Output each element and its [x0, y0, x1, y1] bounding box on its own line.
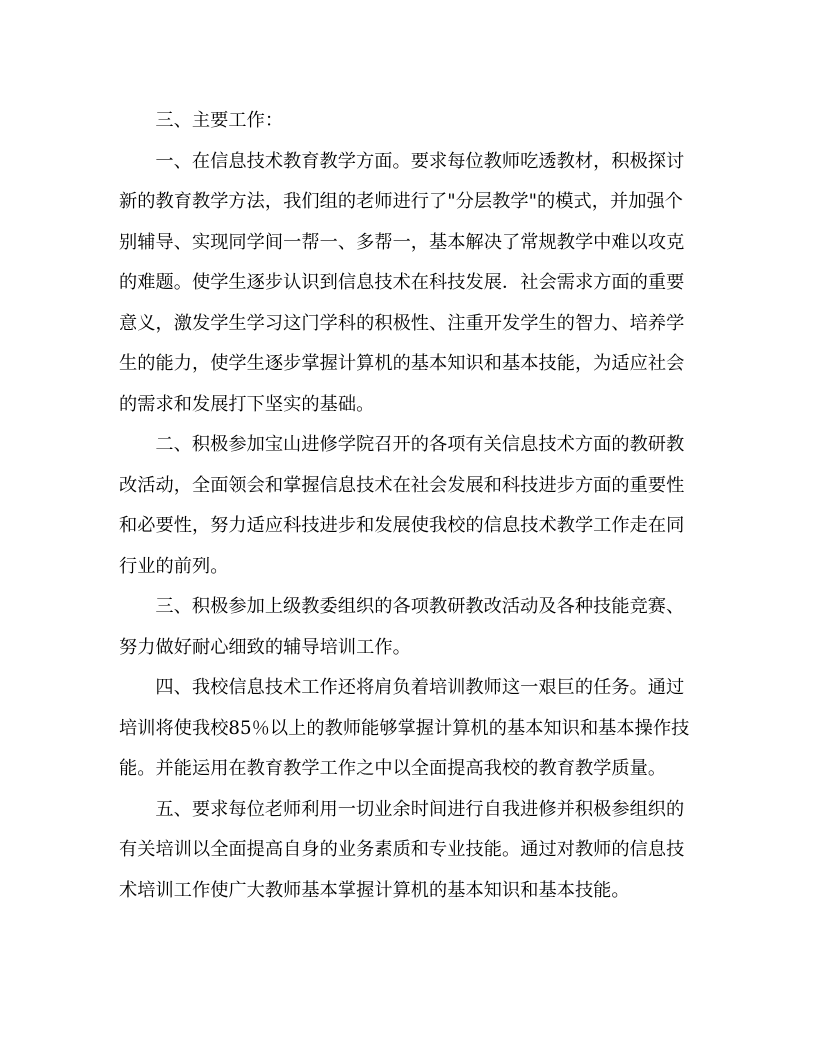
paragraph-competitions: 三、积极参加上级教委组织的各项教研教改活动及各种技能竞赛、努力做好耐心细致的辅导培训工作。	[119, 596, 685, 658]
paragraph-self-study: 五、要求每位老师利用一切业余时间进行自我进修并积极参组织的有关培训以全面提高自身的业务素质和专业技能。通过对教师的信息技术培训工作使广大教师基本掌握计算机的基本知识和基本技能。	[119, 798, 685, 901]
paragraph-teaching: 一、在信息技术教育教学方面。要求每位教师吃透教材，积极探讨新的教育教学方法，我们组的老师进行了"分层教学"的模式，并加强个别辅导、实现同学间一帮一、多帮一，基本解决了常规教学中难以攻克的难题。使学生逐步认识到信息技术在科技发展．社会需求方面的重要意义，激发学生学习这门学科的积极性、注重开发学生的智力、培养学生的能力，使学生逐步掌握计算机的基本知识和基本技能，为适应社会的需求和发展打下坚实的基础。	[119, 150, 685, 415]
paragraph-research-activities: 二、积极参加宝山进修学院召开的各项有关信息技术方面的教研教改活动，全面领会和掌握信息技术在社会发展和科技进步方面的重要性和必要性，努力适应科技进步和发展使我校的信息技术教学工作走在同行业的前列。	[119, 434, 685, 577]
document-body	[119, 101, 699, 911]
paragraph-teacher-training: 四、我校信息技术工作还将肩负着培训教师这一艰巨的任务。通过培训将使我校85％以上的教师能够掌握计算机的基本知识和基本操作技能。并能运用在教育教学工作之中以全面提高我校的教育教学质量。	[119, 677, 690, 779]
section-heading: 三、主要工作：	[155, 110, 284, 131]
